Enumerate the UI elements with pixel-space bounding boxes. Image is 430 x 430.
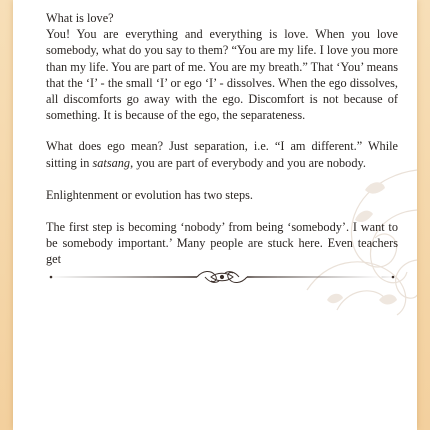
paragraph-first-step: The first step is becoming ‘nobody’ from being ‘somebody’. I want to be somebody important.’ Many people are stuck here. Even teachers get — [46, 220, 398, 267]
book-page — [13, 0, 417, 430]
paragraph-love-body: You! You are everything and everything is love. When you love somebody, what do you say to them? “You are my life. I love you more than my life. You are part of me. You are my breath.” That ‘You’ means that the ‘I’ - the small ‘I’ or ego ‘I’ - dissolves. When the ego dissolves, all discomforts go away with the ego. Discomfort is not because of something. It is because of the ego, the separateness. — [46, 27, 398, 123]
paragraph-ego — [46, 138, 398, 170]
paragraph-love — [46, 10, 398, 123]
body-text — [46, 10, 398, 284]
paragraph-ego-start: What does ego mean? Just separation, i.e. “I am different.” While sitting in — [46, 139, 398, 170]
paragraph-ego-end: , you are part of everybody and you are nobody. — [130, 155, 366, 170]
question-heading: What is love? — [46, 11, 114, 25]
satsang-term: satsang — [92, 155, 131, 170]
ornamental-divider-icon — [45, 266, 399, 288]
paragraph-enlightenment: Enlightenment or evolution has two steps. — [46, 187, 253, 202]
